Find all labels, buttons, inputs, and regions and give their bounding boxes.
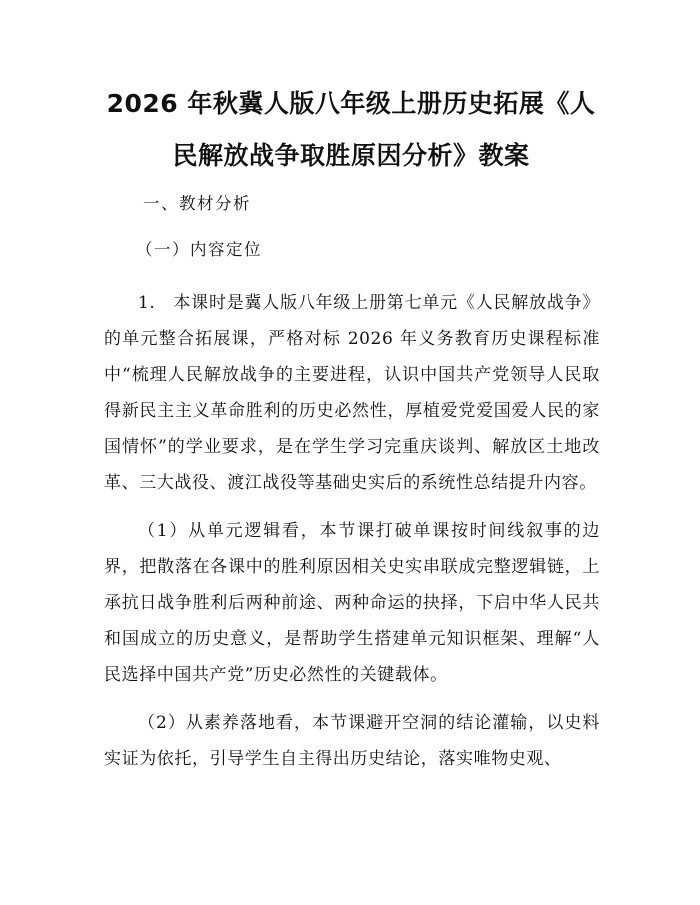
paragraph-literacy: （2）从素养落地看，本节课避开空洞的结论灌输，以史料实证为依托，引导学生自主得出历史结论，落实唯物史观、 [104, 713, 600, 769]
subsection-heading: （一）内容定位 [136, 240, 262, 259]
section-heading: 一、教材分析 [143, 194, 251, 213]
paragraph-content-positioning: 1. 本课时是冀人版八年级上册第七单元《人民解放战争》的单元整合拓展课，严格对标 2026 年义务教育历史课程标准中“梳理人民解放战争的主要进程，认识中国共产党领导人民取得新民主主义革命胜利的历史必然性，厚植爱党爱国爱人民的家国情怀”的学业要求，是在学生学习完重庆谈判、解放区土地改革、三大战役、渡江战役等基础史实后的系统性总结提升内容。 [104, 293, 600, 493]
paragraph-unit-logic: （1）从单元逻辑看，本节课打破单课按时间线叙事的边界，把散落在各课中的胜利原因相关史实串联成完整逻辑链，上承抗日战争胜利后两种前途、两种命运的抉择，下启中华人民共和国成立的历史意义，是帮助学生搭建单元知识框架、理解“人民选择中国共产党”历史必然性的关键载体。 [104, 521, 600, 685]
document-title: 2026 年秋冀人版八年级上册历史拓展《人民解放战争取胜原因分析》教案 [106, 89, 596, 170]
